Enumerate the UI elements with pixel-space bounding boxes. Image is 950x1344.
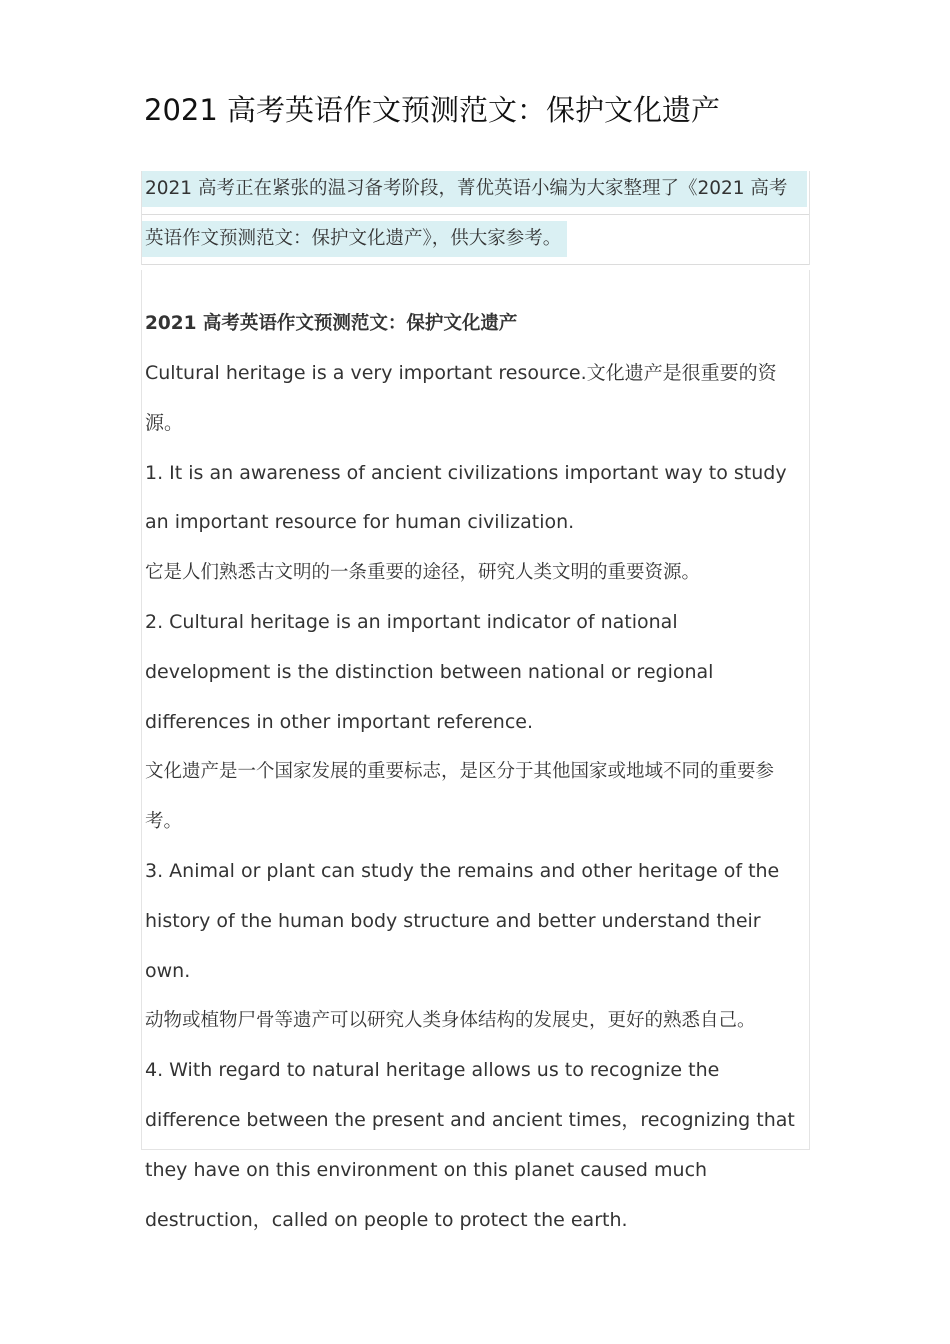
paragraph-point-2-translation: 文化遗产是一个国家发展的重要标志，是区分于其他国家或地域不同的重要参考。 (145, 761, 775, 833)
paragraph-point-3: 3. Animal or plant can study the remains and other heritage of the history of the human body structure and better understand their own. (145, 859, 780, 982)
paragraph-intro: Cultural heritage is a very important resource.文化遗产是很重要的资源。 (145, 362, 777, 434)
paragraph-point-3-translation: 动物或植物尸骨等遗产可以研究人类身体结构的发展史，更好的熟悉自己。 (145, 1010, 756, 1032)
divider (142, 214, 809, 215)
paragraph-point-4: 4. With regard to natural heritage allows us to recognize the difference between the present and ancient times，recognizing that they have on this environment on this planet caused much destruction，called on people to protect the earth. (145, 1059, 795, 1231)
paragraph-point-1-translation: 它是人们熟悉古文明的一条重要的途径，研究人类文明的重要资源。 (145, 562, 701, 584)
article-body (141, 270, 810, 1231)
paragraph-point-1: 1. It is an awareness of ancient civilizations important way to study an important resource for human civilization. (145, 461, 787, 534)
page-title: 2021 高考英语作文预测范文：保护文化遗产 (144, 93, 721, 127)
intro-box (141, 171, 810, 265)
intro-line-2: 英语作文预测范文：保护文化遗产》，供大家参考。 (142, 221, 567, 257)
article-heading: 2021 高考英语作文预测范文：保护文化遗产 (145, 313, 518, 334)
paragraph-point-2: 2. Cultural heritage is an important indicator of national development is the distinction between national or regional differences in other important reference. (145, 610, 714, 733)
intro-line-1: 2021 高考正在紧张的温习备考阶段，菁优英语小编为大家整理了《2021 高考 (142, 171, 807, 207)
divider (142, 264, 809, 265)
